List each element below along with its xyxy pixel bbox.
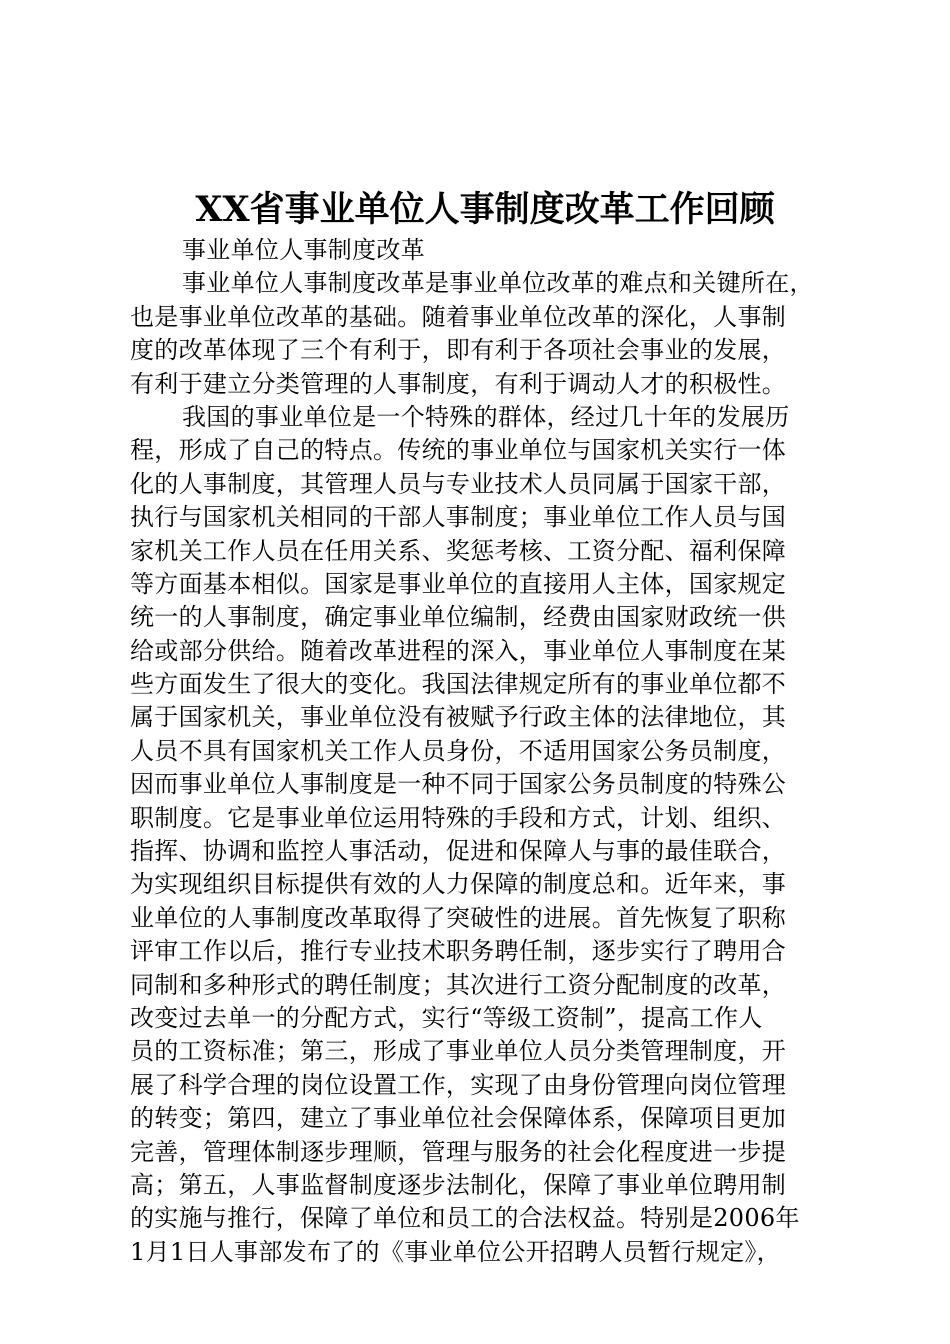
paragraph-line: 改变过去单一的分配方式，实行“等级工资制”，提高工作人 [130,1003,763,1032]
paragraph-line: 家机关工作人员在任用关系、奖惩考核、工资分配、福利保障 [130,536,787,565]
paragraph-line: 高；第五，人事监督制度逐步法制化，保障了事业单位聘用制 [130,1170,787,1199]
paragraph-line: 也是事业单位改革的基础。随着事业单位改革的深化，人事制 [130,302,787,331]
paragraph [130,267,840,401]
paragraph-line: 属于国家机关，事业单位没有被赋予行政主体的法律地位，其 [130,703,787,732]
paragraph-line: 指挥、协调和监控人事活动，促进和保障人与事的最佳联合， [130,837,787,866]
document-title: XX省事业单位人事制度改革工作回顾 [195,189,775,230]
paragraph-line: 展了科学合理的岗位设置工作，实现了由身份管理向岗位管理 [130,1070,787,1099]
document-page [130,186,840,1269]
paragraph-line: 的实施与推行，保障了单位和员工的合法权益。特别是2006年 [130,1204,800,1233]
paragraph-line: 为实现组织目标提供有效的人力保障的制度总和。近年来，事 [130,870,787,899]
paragraph-line: 度的改革体现了三个有利于，即有利于各项社会事业的发展， [130,336,787,365]
paragraph-line: 完善，管理体制逐步理顺，管理与服务的社会化程度进一步提 [130,1137,787,1166]
paragraph-line: 等方面基本相似。国家是事业单位的直接用人主体，国家规定 [130,569,787,598]
paragraph-line: 评审工作以后，推行专业技术职务聘任制，逐步实行了聘用合 [130,937,787,966]
paragraph-line: 给或部分供给。随着改革进程的深入，事业单位人事制度在某 [130,636,787,665]
paragraph-line: 些方面发生了很大的变化。我国法律规定所有的事业单位都不 [130,670,787,699]
section-heading: 事业单位人事制度改革 [182,236,425,264]
paragraph-line: 因而事业单位人事制度是一种不同于国家公务员制度的特殊公 [130,770,787,799]
paragraph-line: 1月1日人事部发布了的《事业单位公开招聘人员暂行规定》， [130,1237,781,1266]
paragraph-line: 的转变；第四，建立了事业单位社会保障体系，保障项目更加 [130,1104,787,1133]
paragraph-line: 执行与国家机关相同的干部人事制度；事业单位工作人员与国 [130,503,787,532]
paragraph-line: 事业单位人事制度改革是事业单位改革的难点和关键所在， [182,269,814,298]
paragraph-line: 统一的人事制度，确定事业单位编制，经费由国家财政统一供 [130,603,787,632]
paragraph-line: 业单位的人事制度改革取得了突破性的进展。首先恢复了职称 [130,903,787,932]
paragraph [130,401,840,1269]
paragraph-line: 化的人事制度，其管理人员与专业技术人员同属于国家干部， [130,469,787,498]
paragraph-line: 程，形成了自己的特点。传统的事业单位与国家机关实行一体 [130,436,787,465]
paragraph-line: 同制和多种形式的聘任制度；其次进行工资分配制度的改革， [130,970,787,999]
paragraph-line: 职制度。它是事业单位运用特殊的手段和方式，计划、组织、 [130,803,787,832]
paragraph-line: 有利于建立分类管理的人事制度，有利于调动人才的积极性。 [130,369,787,398]
paragraph-line: 我国的事业单位是一个特殊的群体，经过几十年的发展历 [182,402,790,431]
paragraph-line: 人员不具有国家机关工作人员身份，不适用国家公务员制度， [130,736,787,765]
document-body [130,267,840,1269]
paragraph-line: 员的工资标准；第三，形成了事业单位人员分类管理制度，开 [130,1037,787,1066]
